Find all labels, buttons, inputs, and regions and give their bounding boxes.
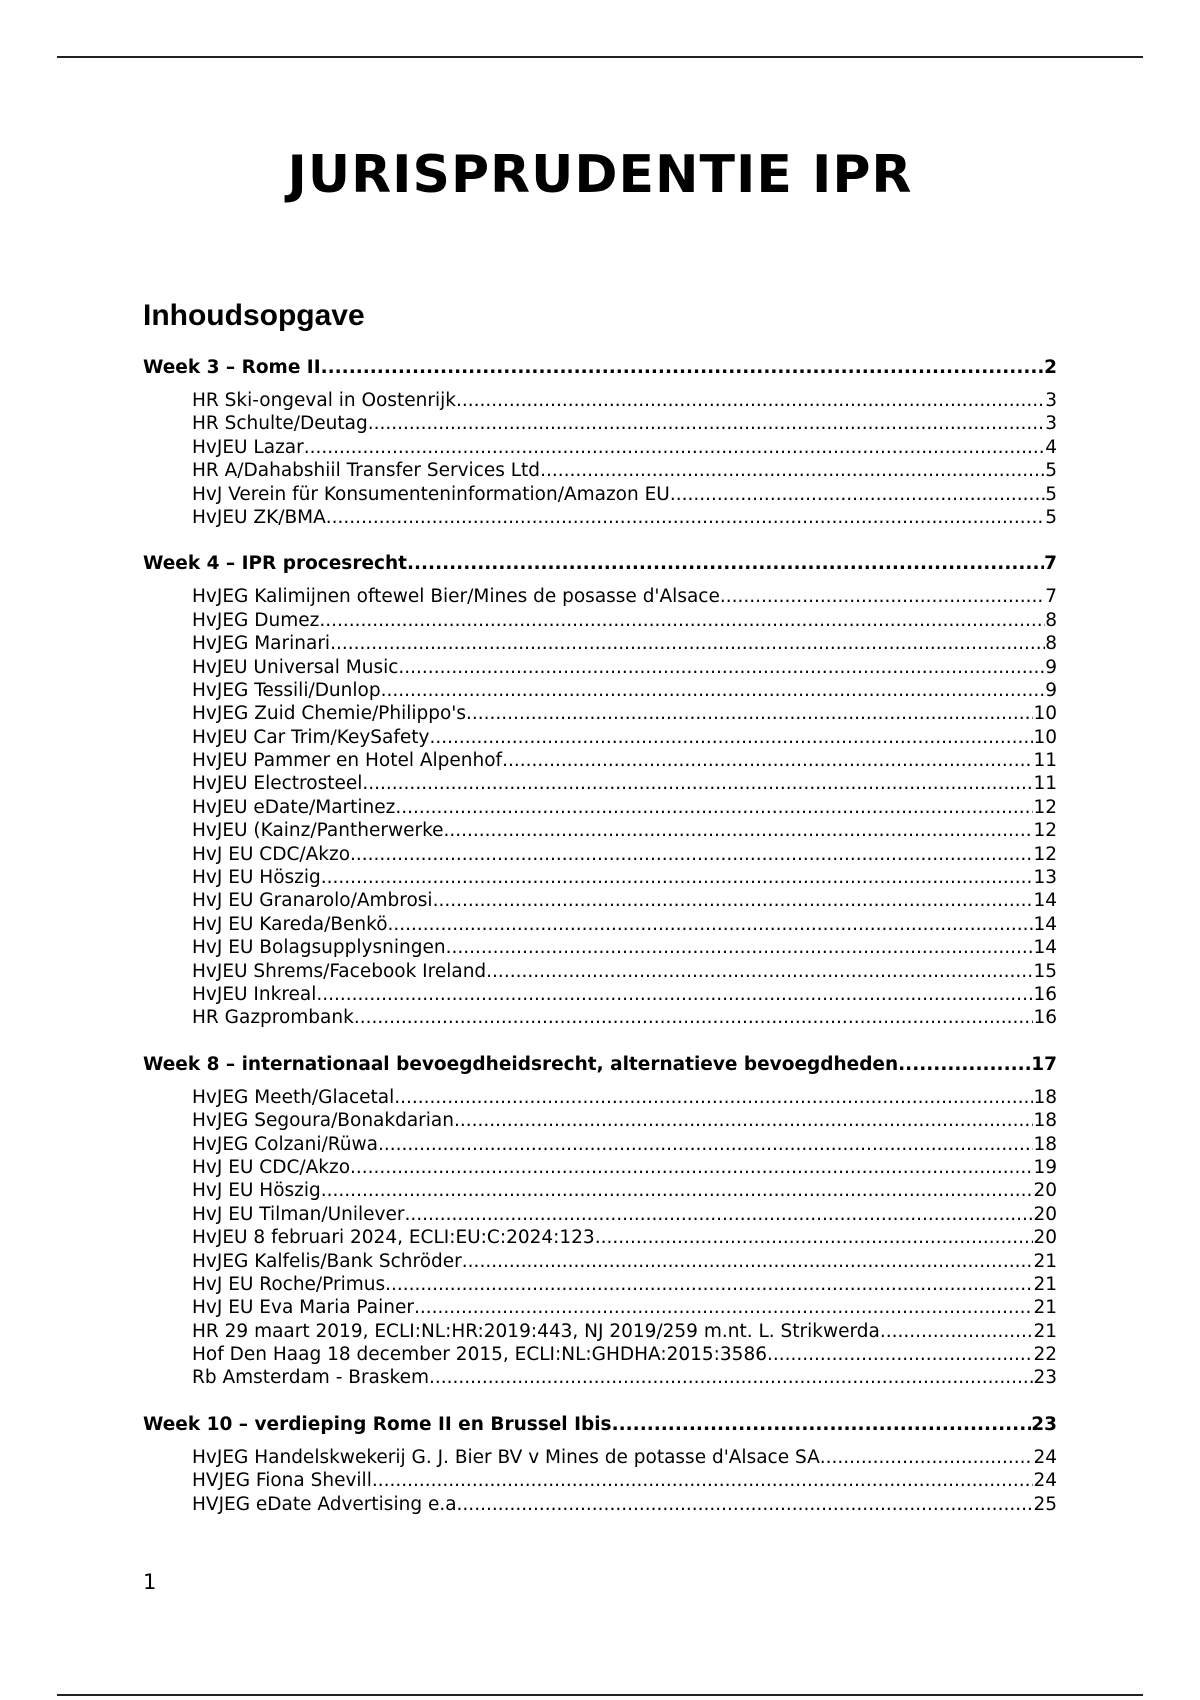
dot-leader — [595, 1226, 1034, 1249]
toc-page-number: 12 — [1033, 820, 1057, 842]
toc-entry-title: HR Ski-ongeval in Oostenrijk — [192, 390, 456, 411]
toc-entry-title: Rb Amsterdam - Braskem — [192, 1367, 429, 1389]
toc-week-section — [143, 353, 1057, 529]
toc-page-number: 2 — [1044, 357, 1057, 378]
dot-leader — [720, 585, 1045, 608]
toc-page-number: 10 — [1033, 703, 1057, 725]
dot-leader — [462, 1250, 1034, 1273]
dot-leader — [388, 913, 1034, 936]
toc-page-number: 20 — [1033, 1180, 1057, 1202]
toc-entry-title: HvJEU (Kainz/Pantherwerke — [192, 820, 444, 842]
toc-entry-title: Week 4 – IPR procesrecht — [143, 553, 407, 575]
dot-leader — [670, 483, 1045, 506]
dot-leader — [456, 389, 1045, 412]
toc-page-number: 9 — [1045, 679, 1057, 701]
toc-page-number: 18 — [1033, 1133, 1057, 1155]
toc-entry-title: HvJEG Handelskwekerij G. J. Bier BV v Mines de potasse d'Alsace SA — [192, 1446, 820, 1468]
toc-page-number: 16 — [1033, 983, 1057, 1005]
document-title: JURISPRUDENTIE IPR — [287, 145, 913, 205]
toc-page-number: 17 — [1031, 1053, 1057, 1075]
toc-page-number: 21 — [1033, 1320, 1057, 1342]
toc-page-number: 13 — [1033, 867, 1057, 889]
dot-leader — [381, 679, 1046, 702]
toc-page-number: 7 — [1044, 553, 1057, 575]
toc-entry-title: HVJEG Fiona Shevill — [192, 1470, 372, 1492]
dot-leader — [350, 1156, 1033, 1179]
dot-leader — [429, 726, 1033, 749]
toc-entry[interactable] — [143, 1109, 1057, 1132]
dot-leader — [540, 459, 1045, 482]
toc-heading: Inhoudsopgave — [143, 299, 365, 332]
toc-page-number: 15 — [1033, 960, 1057, 982]
dot-leader — [429, 1366, 1033, 1389]
toc-entry-title: HvJEU Pammer en Hotel Alpenhof — [192, 750, 503, 772]
toc-entry[interactable] — [143, 1493, 1057, 1516]
toc-entry[interactable] — [143, 1203, 1057, 1226]
dot-leader — [398, 656, 1045, 679]
toc-entry-title: HvJEG Colzani/Rüwa — [192, 1133, 378, 1155]
dot-leader — [316, 983, 1033, 1006]
page-number: 1 — [143, 1570, 157, 1594]
toc-entry[interactable] — [143, 772, 1057, 795]
toc-entry[interactable] — [143, 609, 1057, 632]
dot-leader — [767, 1343, 1033, 1366]
toc-entry-title: HvJEU Electrosteel — [192, 773, 363, 795]
toc-entry-title: HvJEG Kalimijnen oftewel Bier/Mines de posasse d'Alsace — [192, 586, 720, 608]
toc-entry-title: HvJEU Inkreal — [192, 983, 317, 1005]
bottom-rule — [57, 1694, 1143, 1696]
toc-entry[interactable] — [143, 726, 1057, 749]
toc-entry-title: HvJ EU Höszig — [192, 1180, 321, 1202]
dot-leader — [466, 702, 1033, 725]
toc-page-number: 21 — [1033, 1297, 1057, 1319]
toc-entry[interactable] — [143, 1296, 1057, 1319]
dot-leader — [446, 936, 1034, 959]
toc-page-number: 14 — [1033, 937, 1057, 959]
dot-leader — [321, 866, 1034, 889]
toc-entry-title: Week 10 – verdieping Rome II en Brussel Ibis — [143, 1413, 612, 1435]
toc-entry-title: HvJ EU Granarolo/Ambrosi — [192, 890, 433, 912]
toc-entry-title: HvJEU Universal Music — [192, 656, 399, 678]
toc-entry[interactable] — [143, 983, 1057, 1006]
toc-entry[interactable] — [143, 960, 1057, 983]
toc-page-number: 10 — [1033, 726, 1057, 748]
toc-entry[interactable] — [143, 436, 1057, 459]
toc-page-number: 25 — [1033, 1493, 1057, 1515]
toc-entry[interactable] — [143, 1179, 1057, 1202]
toc-entry[interactable] — [143, 1006, 1057, 1029]
toc-entry-title: HR 29 maart 2019, ECLI:NL:HR:2019:443, NJ 2019/259 m.nt. L. Strikwerda — [192, 1320, 880, 1342]
toc-page-number: 3 — [1045, 390, 1057, 411]
toc-page-number: 12 — [1033, 796, 1057, 818]
toc-page-number: 16 — [1033, 1007, 1057, 1029]
toc-entry-title: HvJEU 8 februari 2024, ECLI:EU:C:2024:123 — [192, 1227, 595, 1249]
toc-entry[interactable] — [143, 1343, 1057, 1366]
toc-page-number: 8 — [1045, 609, 1057, 631]
toc-page-number: 22 — [1033, 1344, 1057, 1366]
dot-leader — [444, 819, 1034, 842]
dot-leader — [405, 1203, 1034, 1226]
dot-leader — [486, 960, 1033, 983]
toc-page-number: 18 — [1033, 1086, 1057, 1108]
dot-leader — [395, 796, 1033, 819]
dot-leader — [454, 1109, 1033, 1132]
toc-page-number: 5 — [1045, 506, 1057, 528]
dot-leader — [414, 1296, 1034, 1319]
toc-entry-title: HvJEG Marinari — [192, 633, 331, 655]
dot-leader — [319, 609, 1045, 632]
table-of-contents — [143, 353, 1057, 1536]
dot-leader — [350, 843, 1033, 866]
toc-entry[interactable] — [143, 843, 1057, 866]
toc-page-number: 14 — [1033, 913, 1057, 935]
dot-leader — [898, 1050, 1031, 1080]
toc-entry-title: HVJEG eDate Advertising e.a — [192, 1493, 457, 1515]
toc-page-number: 9 — [1045, 656, 1057, 678]
toc-entry-title: HvJ EU Bolagsupplysningen — [192, 937, 446, 959]
toc-entry[interactable] — [143, 936, 1057, 959]
toc-entry[interactable] — [143, 1086, 1057, 1109]
dot-leader — [321, 1179, 1034, 1202]
toc-entry[interactable] — [143, 702, 1057, 725]
toc-entry[interactable] — [143, 866, 1057, 889]
toc-entry[interactable] — [143, 889, 1057, 912]
toc-entry[interactable] — [143, 1226, 1057, 1249]
toc-entry-title: Week 3 – Rome II — [143, 357, 321, 378]
toc-entry-title: HvJEG Kalfelis/Bank Schröder — [192, 1250, 462, 1272]
toc-page-number: 11 — [1033, 773, 1057, 795]
toc-week-heading[interactable] — [143, 549, 1057, 579]
toc-page-number: 5 — [1045, 483, 1057, 505]
toc-entry-title: Hof Den Haag 18 december 2015, ECLI:NL:GHDHA:2015:3586 — [192, 1344, 767, 1366]
toc-entry[interactable] — [143, 913, 1057, 936]
toc-page-number: 4 — [1045, 436, 1057, 458]
dot-leader — [326, 506, 1045, 529]
dot-leader — [304, 436, 1045, 459]
toc-entry-title: HvJEU Lazar — [192, 436, 304, 458]
toc-entry[interactable] — [143, 1273, 1057, 1296]
toc-week-section — [143, 1410, 1057, 1516]
toc-entry-title: HvJEG Tessili/Dunlop — [192, 679, 381, 701]
dot-leader — [502, 749, 1033, 772]
dot-leader — [368, 412, 1046, 435]
dot-leader — [612, 1410, 1032, 1440]
toc-entry-title: HvJEU eDate/Martinez — [192, 796, 396, 818]
toc-page-number: 23 — [1031, 1413, 1057, 1435]
toc-page-number: 24 — [1033, 1470, 1057, 1492]
toc-entry[interactable] — [143, 656, 1057, 679]
toc-entry[interactable] — [143, 389, 1057, 412]
dot-leader — [321, 353, 1045, 383]
toc-entry-title: HvJEU Shrems/Facebook Ireland — [192, 960, 487, 982]
toc-page-number: 24 — [1033, 1446, 1057, 1468]
toc-page-number: 20 — [1033, 1203, 1057, 1225]
toc-entry[interactable] — [143, 1446, 1057, 1469]
dot-leader — [378, 1133, 1033, 1156]
toc-entry-title: HR A/Dahabshiil Transfer Services Ltd — [192, 460, 541, 482]
toc-entry-title: HvJ Verein für Konsumenteninformation/Amazon EU — [192, 483, 670, 505]
toc-entry[interactable] — [143, 459, 1057, 482]
toc-entry-title: HvJEG Segoura/Bonakdarian — [192, 1110, 454, 1132]
toc-page-number: 7 — [1045, 586, 1057, 608]
toc-entry-title: HvJ EU CDC/Akzo — [192, 843, 351, 865]
dot-leader — [372, 1469, 1034, 1492]
dot-leader — [330, 632, 1045, 655]
toc-entry[interactable] — [143, 796, 1057, 819]
dot-leader — [354, 1006, 1034, 1029]
toc-entry[interactable] — [143, 1366, 1057, 1389]
top-rule — [57, 56, 1143, 58]
dot-leader — [407, 549, 1044, 579]
toc-page-number: 21 — [1033, 1250, 1057, 1272]
toc-entry[interactable] — [143, 819, 1057, 842]
toc-entry-title: HvJEU Car Trim/KeySafety — [192, 726, 430, 748]
toc-week-section — [143, 1050, 1057, 1390]
toc-entry-title: HvJEG Meeth/Glacetal — [192, 1086, 395, 1108]
toc-entry[interactable] — [143, 412, 1057, 435]
toc-entry-title: Week 8 – internationaal bevoegdheidsrecht, alternatieve bevoegdheden — [143, 1053, 899, 1075]
toc-entry-title: HR Gazprombank — [192, 1007, 354, 1029]
toc-page-number: 20 — [1033, 1227, 1057, 1249]
toc-entry[interactable] — [143, 632, 1057, 655]
toc-entry-title: HvJ EU Höszig — [192, 867, 321, 889]
dot-leader — [362, 772, 1033, 795]
dot-leader — [457, 1493, 1034, 1516]
toc-entry[interactable] — [143, 679, 1057, 702]
toc-entry[interactable] — [143, 1469, 1057, 1492]
toc-entry-title: HvJ EU Eva Maria Painer — [192, 1297, 414, 1319]
toc-entry-title: HvJ EU Roche/Primus — [192, 1273, 386, 1295]
toc-entry[interactable] — [143, 1320, 1057, 1343]
toc-page-number: 3 — [1045, 413, 1057, 435]
dot-leader — [880, 1320, 1034, 1343]
toc-entry-title: HvJEG Dumez — [192, 609, 320, 631]
toc-week-section — [143, 549, 1057, 1029]
toc-entry[interactable] — [143, 1133, 1057, 1156]
dot-leader — [433, 889, 1034, 912]
toc-page-number: 8 — [1045, 633, 1057, 655]
dot-leader — [385, 1273, 1033, 1296]
dot-leader — [820, 1446, 1034, 1469]
dot-leader — [394, 1086, 1033, 1109]
toc-entry-title: HvJ EU Kareda/Benkö — [192, 913, 388, 935]
toc-entry[interactable] — [143, 1250, 1057, 1273]
toc-page-number: 11 — [1033, 750, 1057, 772]
toc-entry-title: HvJEG Zuid Chemie/Philippo's — [192, 703, 467, 725]
toc-week-heading[interactable] — [143, 1410, 1057, 1440]
toc-entry[interactable] — [143, 749, 1057, 772]
toc-entry[interactable] — [143, 483, 1057, 506]
toc-page-number: 5 — [1045, 460, 1057, 482]
toc-entry-title: HR Schulte/Deutag — [192, 413, 368, 435]
toc-entry[interactable] — [143, 506, 1057, 529]
toc-page-number: 18 — [1033, 1110, 1057, 1132]
toc-page-number: 23 — [1033, 1367, 1057, 1389]
toc-entry-title: HvJ EU CDC/Akzo — [192, 1156, 351, 1178]
toc-page-number: 19 — [1033, 1156, 1057, 1178]
toc-week-heading[interactable] — [143, 353, 1057, 383]
toc-page-number: 14 — [1033, 890, 1057, 912]
toc-entry-title: HvJEU ZK/BMA — [192, 506, 326, 528]
toc-entry-title: HvJ EU Tilman/Unilever — [192, 1203, 405, 1225]
toc-week-heading[interactable] — [143, 1050, 1057, 1080]
toc-page-number: 12 — [1033, 843, 1057, 865]
toc-entry[interactable] — [143, 1156, 1057, 1179]
toc-entry[interactable] — [143, 585, 1057, 608]
toc-page-number: 21 — [1033, 1273, 1057, 1295]
